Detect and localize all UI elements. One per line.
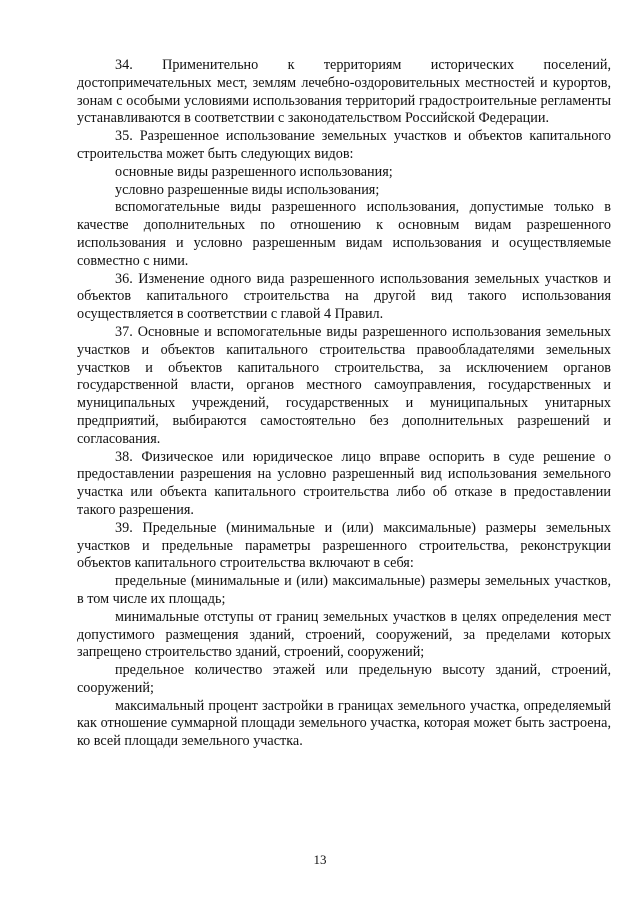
paragraph-34: 34. Применительно к территориям исторических поселений, достопримечательных мест, землям лечебно-оздоровительных местностей и курортов, зонам с особыми условиями использования территорий градостроительные регламенты устанавливаются в соответствии с законодательством Российской Федерации. xyxy=(77,57,611,127)
list-item-setbacks: минимальные отступы от границ земельных участков в целях определения мест допустимого размещения зданий, строений, сооружений, за пределами которых запрещено строительство зданий, строений, сооружений; xyxy=(77,608,611,661)
list-item-building-coverage: максимальный процент застройки в границах земельного участка, определяемый как отношение суммарной площади земельного участка, которая может быть застроена, ко всей площади земельного участка. xyxy=(77,697,611,750)
list-item-plot-sizes: предельные (минимальные и (или) максимальные) размеры земельных участков, в том числе их площадь; xyxy=(77,573,611,607)
list-item-floors-height: предельное количество этажей или предельную высоту зданий, строений, сооружений; xyxy=(77,662,611,696)
document-body xyxy=(77,57,611,751)
list-item-main-uses: основные виды разрешенного использования; xyxy=(115,163,393,180)
paragraph-36: 36. Изменение одного вида разрешенного использования земельных участков и объектов капитального строительства на другой вид такого использования осуществляется в соответствии с главой 4 Правил. xyxy=(77,270,611,323)
paragraph-37: 37. Основные и вспомогательные виды разрешенного использования земельных участков и объектов капитального строительства правообладателями земельных участков и объектов капитального строительства, за исключением органов государственной власти, органов местного самоуправления, государственных и муниципальных учреждений, государственных и муниципальных унитарных предприятий, выбираются самостоятельно без дополнительных разрешений и согласования. xyxy=(77,323,611,447)
paragraph-39: 39. Предельные (минимальные и (или) максимальные) размеры земельных участков и предельные параметры разрешенного строительства, реконструкции объектов капитального строительства включают в себя: xyxy=(77,519,611,572)
paragraph-38: 38. Физическое или юридическое лицо вправе оспорить в суде решение о предоставлении разрешения на условно разрешенный вид использования земельного участка или объекта капитального строительства либо об отказе в предоставлении такого разрешения. xyxy=(77,448,611,518)
page-number: 13 xyxy=(313,852,327,867)
list-item-conditional-uses: условно разрешенные виды использования; xyxy=(115,181,380,198)
paragraph-35: 35. Разрешенное использование земельных участков и объектов капитального строительства может быть следующих видов: xyxy=(77,128,611,162)
list-item-auxiliary-uses: вспомогательные виды разрешенного использования, допустимые только в качестве дополнительных по отношению к основным видам разрешенного использования и условно разрешенным видам использования и осуществляемые совместно с ними. xyxy=(77,199,611,269)
